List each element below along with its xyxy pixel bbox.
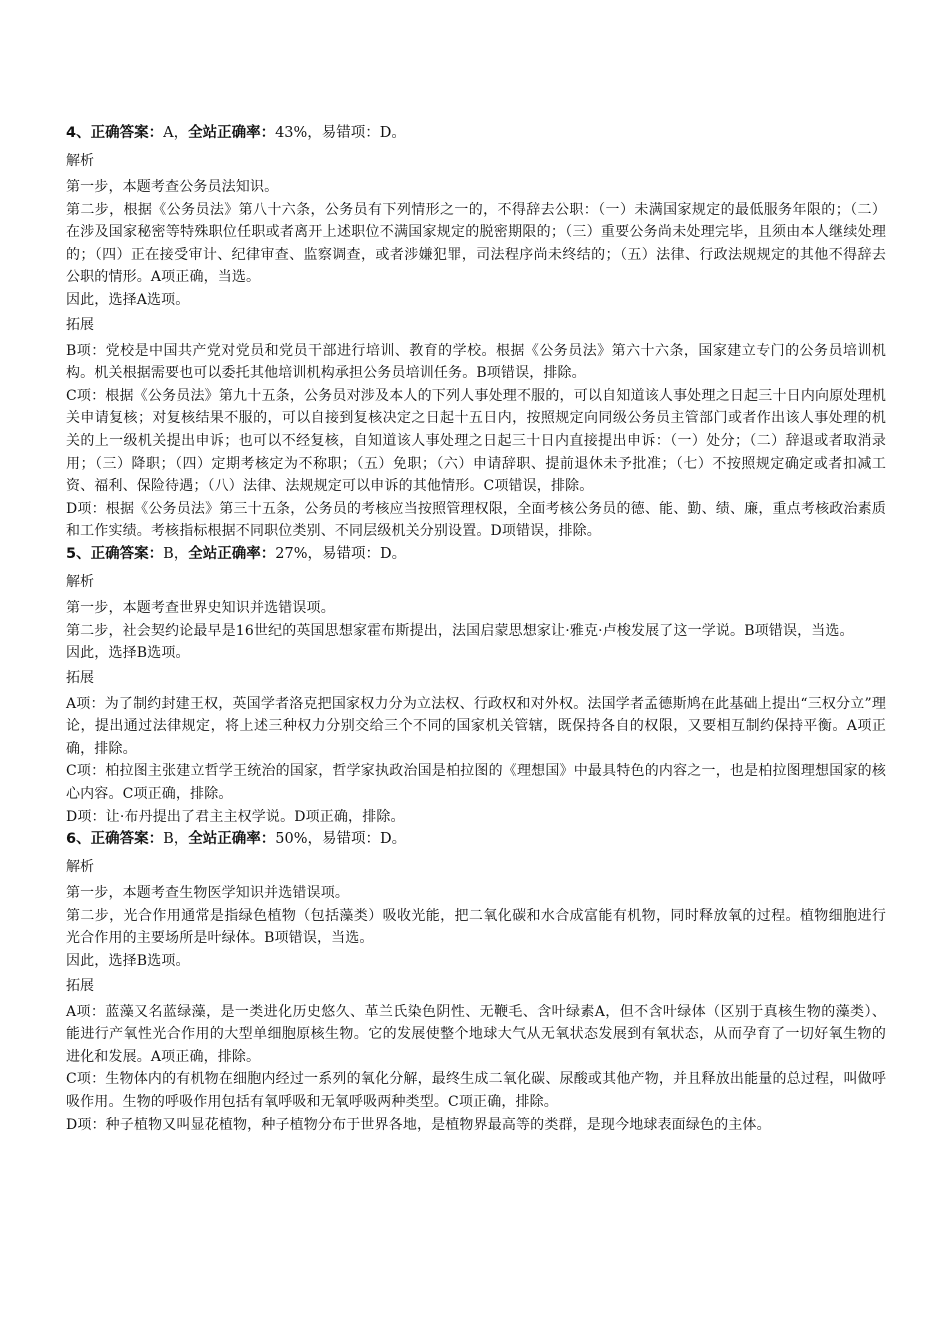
extension-paragraph: C项：根据《公务员法》第九十五条，公务员对涉及本人的下列人事处理不服的，可以自知道该人事处理之日起三十日内向原处理机关申请复核；对复核结果不服的，可以自接到复核决定之日起十五日内，按照规定向同级公务员主管部门或者作出该人事处理的机关的上一级机关提出申诉；也可以不经复核，自知道该人事处理之日起三十日内直接提出申诉：（一）处分；（二）辞退或者取消录用；（三）降职；（四）定期考核定为不称职；（五）免职；（六）申请辞职、提前退休未予批准；（七）不按照规定确定或者扣减工资、福利、保险待遇；（八）法律、法规规定可以申诉的其他情形。C项错误，排除。 [66,387,886,495]
extension-title: 拓展 [66,316,94,333]
extension-title: 拓展 [66,669,94,686]
analysis-paragraph: 因此，选择B选项。 [66,953,190,970]
analysis-paragraph: 第二步，根据《公务员法》第八十六条，公务员有下列情形之一的，不得辞去公职：（一）未满国家规定的最低服务年限的；（二）在涉及国家秘密等特殊职位任职或者离开上述职位不满国家规定的脱密期限的；（三）重要公务尚未处理完毕，且须由本人继续处理的；（四）正在接受审计、纪律审查、监察调查，或者涉嫌犯罪，司法程序尚未终结的；（五）法律、行政法规规定的其他不得辞去公职的情形。A项正确，当选。 [66,201,886,286]
question-number: 4、 [66,125,91,141]
question-block [66,122,886,543]
rate-label: 全站正确率： [188,125,276,141]
question-number: 5、 [66,545,91,562]
answer-label: 正确答案： [90,831,164,848]
answer-header [66,122,886,148]
analysis-title: 解析 [66,573,94,590]
document-page [66,122,886,1136]
answer-value: B， [163,831,189,848]
analysis-paragraph: 第一步，本题考查生物医学知识并选错误项。 [66,885,349,902]
extension-paragraph: A项：蓝藻又名蓝绿藻，是一类进化历史悠久、革兰氏染色阴性、无鞭毛、含叶绿素A，但不含叶绿体（区别于真核生物的藻类）、能进行产氧性光合作用的大型单细胞原核生物。它的发展使整个地球大气从无氧状态发展到有氧状态，从而孕育了一切好氧生物的进化和发展。A项正确，排除。 [66,1003,886,1065]
extension-paragraph: C项：柏拉图主张建立哲学王统治的国家，哲学家执政治国是柏拉图的《理想国》中最具特色的内容之一，也是柏拉图理想国家的核心内容。C项正确，排除。 [66,763,886,803]
extension-paragraph: D项：让·布丹提出了君主主权学说。D项正确，排除。 [66,808,405,825]
extension-paragraph: A项：为了制约封建王权，英国学者洛克把国家权力分为立法权、行政权和对外权。法国学者孟德斯鸠在此基础上提出“三权分立”理论，提出通过法律规定，将上述三种权力分别交给三个不同的国家机关管辖，既保持各自的权限，又要相互制约保持平衡。A项正确，排除。 [66,695,886,757]
rate-label: 全站正确率： [188,831,276,848]
question-block [66,543,886,828]
analysis-paragraph: 第一步，本题考查世界史知识并选错误项。 [66,599,335,616]
question-block [66,828,886,1136]
question-number: 6、 [66,831,91,848]
analysis-title: 解析 [66,859,94,876]
analysis-paragraph: 第二步，光合作用通常是指绿色植物（包括藻类）吸收光能，把二氧化碳和水合成富能有机物，同时释放氧的过程。植物细胞进行光合作用的主要场所是叶绿体。B项错误，当选。 [66,907,886,947]
answer-header [66,543,886,569]
answer-value: A， [163,125,189,141]
analysis-paragraph: 第二步，社会契约论最早是16世纪的英国思想家霍布斯提出，法国启蒙思想家让·雅克·卢梭发展了这一学说。B项错误，当选。 [66,622,854,639]
analysis-paragraph: 因此，选择A选项。 [66,291,190,308]
extension-paragraph: B项：党校是中国共产党对党员和党员干部进行培训、教育的学校。根据《公务员法》第六十六条，国家建立专门的公务员培训机构。机关根据需要也可以委托其他培训机构承担公务员培训任务。B项错误，排除。 [66,342,886,382]
rate-value: 50%，易错项：D。 [275,831,407,848]
analysis-paragraph: 第一步，本题考查公务员法知识。 [66,179,279,195]
extension-paragraph: C项：生物体内的有机物在细胞内经过一系列的氧化分解，最终生成二氧化碳、尿酸或其他产物，并且释放出能量的总过程，叫做呼吸作用。生物的呼吸作用包括有氧呼吸和无氧呼吸两种类型。C项正确，排除。 [66,1071,886,1110]
answer-label: 正确答案： [90,125,164,141]
extension-paragraph: D项：种子植物又叫显花植物，种子植物分布于世界各地，是植物界最高等的类群，是现今地球表面绿色的主体。 [66,1116,771,1133]
extension-title: 拓展 [66,977,94,994]
analysis-title: 解析 [66,153,94,169]
rate-label: 全站正确率： [188,545,276,562]
extension-paragraph: D项：根据《公务员法》第三十五条，公务员的考核应当按照管理权限，全面考核公务员的德、能、勤、绩、廉，重点考核政治素质和工作实绩。考核指标根据不同职位类别、不同层级机关分别设置。D项错误，排除。 [66,500,886,540]
rate-value: 43%，易错项：D。 [275,125,406,141]
answer-label: 正确答案： [90,545,164,562]
analysis-paragraph: 因此，选择B选项。 [66,645,190,662]
answer-header [66,828,886,854]
rate-value: 27%，易错项：D。 [275,545,407,562]
answer-value: B， [163,545,189,562]
